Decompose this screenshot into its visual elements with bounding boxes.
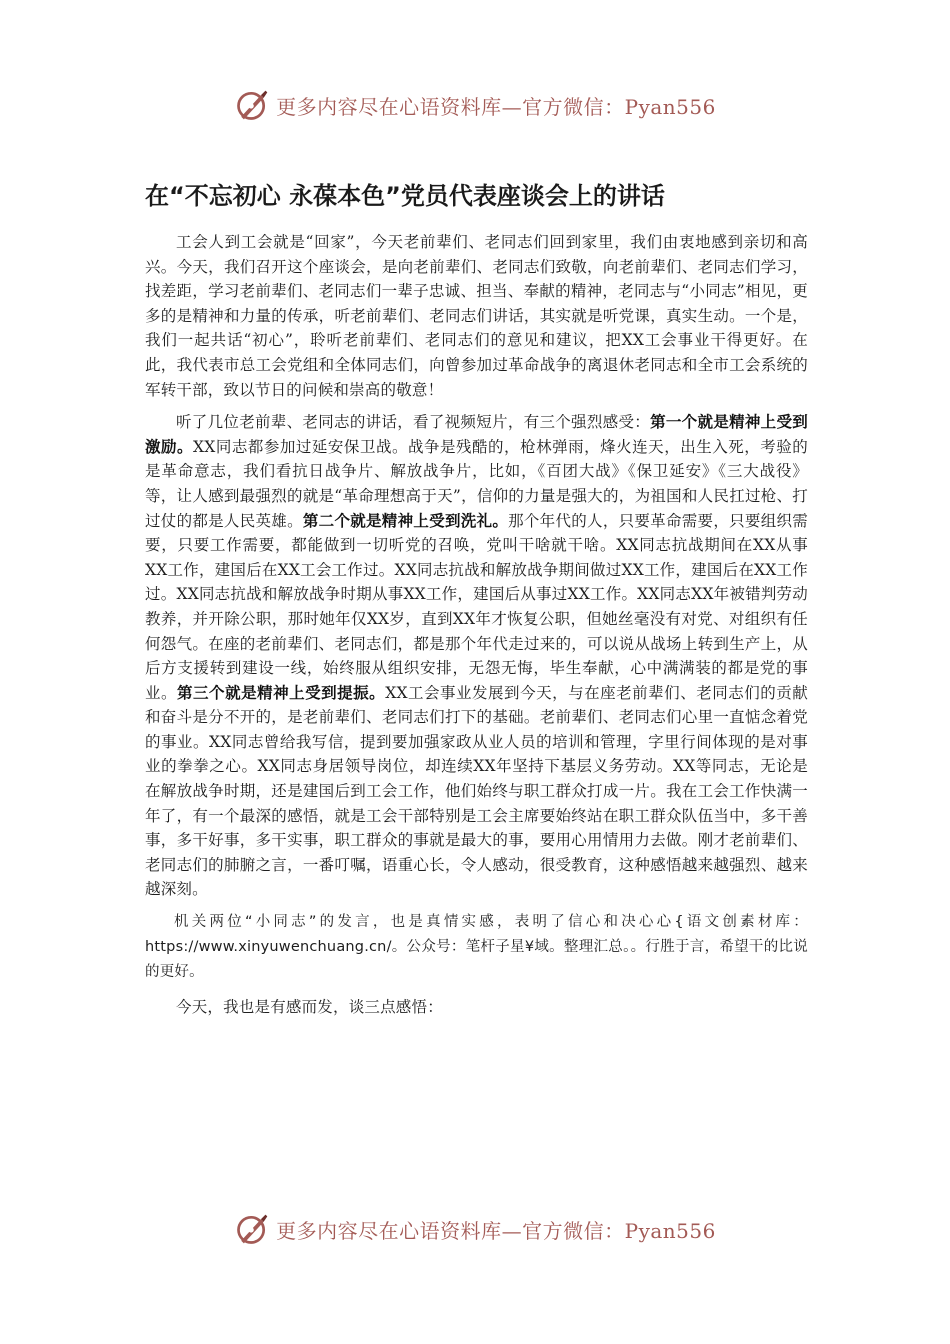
- header-brand-text: 更多内容尽在心语资料库—官方微信：Pyan556: [276, 94, 716, 119]
- emphasis-second: 第二个就是精神上受到洗礼。: [302, 510, 509, 530]
- emphasis-first: 第一个就是精神上受到激励。: [145, 412, 808, 456]
- header-banner: [0, 84, 950, 126]
- pen-logo-icon: [234, 87, 270, 123]
- paragraph-2-part-3: XX工会事业发展到今天，与在座老前辈们、老同志们的贡献和奋斗是分不开的，是老前辈们、老同志们打下的基础。老前辈们、老同志们心里一直惦念着党的事业。XX同志曾给我写信，提到要加强家政从业人员的培训和管理，字里行间体现的是对事业的拳拳之心。XX同志身居领导岗位，却连续XX年坚持下基层义务劳动。XX等同志，无论是在解放战争时期，还是建国后到工会工作，他们始终与职工群众打成一片。我在工会工作快满一年了，有一个最深的感悟，就是工会干部特别是工会主席要始终站在职工群众队伍当中，多干善事，多干好事，多干实事，职工群众的事就是最大的事，要用心用情用力去做。刚才老前辈们、老同志们的肺腑之言，一番叮嘱，语重心长，令人感动，很受教育，这种感悟越来越强烈、越来越深刻。: [145, 683, 808, 899]
- paragraph-3: 机关两位“小同志”的发言，也是真情实感，表明了信心和决心心{语文创素材库：https://www.xinyuwenchuang.cn/。公众号：笔杆子星¥域。整理汇总。。行胜于言，希望干的比说的更好。: [145, 914, 808, 981]
- footer-brand-text: 更多内容尽在心语资料库—官方微信：Pyan556: [276, 1218, 716, 1243]
- pen-logo-icon: [234, 1211, 270, 1247]
- footer-banner: [0, 1208, 950, 1250]
- paragraph-2-part-2: 那个年代的人，只要革命需要，只要组织需要，只要工作需要，都能做到一切听党的召唤，党叫干啥就干啥。XX同志抗战期间在XX从事XX工作，建国后在XX工会工作过。XX同志抗战和解放战争期间做过XX工作，建国后在XX工作过。XX同志抗战和解放战争时期从事XX工作，建国后从事过XX工作。XX同志XX年被错判劳动教养，并开除公职，那时她年仅XX岁，直到XX年才恢复公职，但她丝毫没有对党、对组织有任何怨气。在座的老前辈们、老同志们，都是那个年代走过来的，可以说从战场上转到生产上，从后方支援转到建设一线，始终服从组织安排，无怨无悔，毕生奉献，心中满满装的都是党的事业。: [145, 511, 808, 702]
- paragraph-2-part-1: XX同志都参加过延安保卫战。战争是残酷的，枪林弹雨，烽火连天，出生入死，考验的是革命意志，我们看抗日战争片、解放战争片，比如，《百团大战》《保卫延安》《三大战役》等，让人感到最强烈的就是“革命理想高于天”，信仰的力量是强大的，为祖国和人民扛过枪、打过仗的都是人民英雄。: [145, 437, 808, 530]
- emphasis-third: 第三个就是精神上受到提振。: [177, 682, 386, 702]
- document-title: 在“不忘初心 永葆本色”党员代表座谈会上的讲话: [145, 182, 665, 210]
- document-body: [145, 230, 808, 1028]
- paragraph-2-intro: 听了几位老前辈、老同志的讲话，看了视频短片，有三个强烈感受：: [176, 413, 651, 432]
- paragraph-1: 工会人到工会就是“回家”，今天老前辈们、老同志们回到家里，我们由衷地感到亲切和高兴。今天，我们召开这个座谈会，是向老前辈们、老同志们致敬，向老前辈们、老同志们学习，找差距，学习老前辈们、老同志们一辈子忠诚、担当、奉献的精神，老同志与“小同志”相见，更多的是精神和力量的传承，听老前辈们、老同志们讲话，其实就是听党课，真实生动。一个是，我们一起共话“初心”，聆听老前辈们、老同志们的意见和建议，把XX工会事业干得更好。在此，我代表市总工会党组和全体同志们，向曾参加过革命战争的离退休老同志和全市工会系统的军转干部，致以节日的问候和崇高的敬意！: [145, 233, 808, 399]
- paragraph-4: 今天，我也是有感而发，谈三点感悟：: [176, 998, 443, 1017]
- paragraph-2: [145, 410, 808, 902]
